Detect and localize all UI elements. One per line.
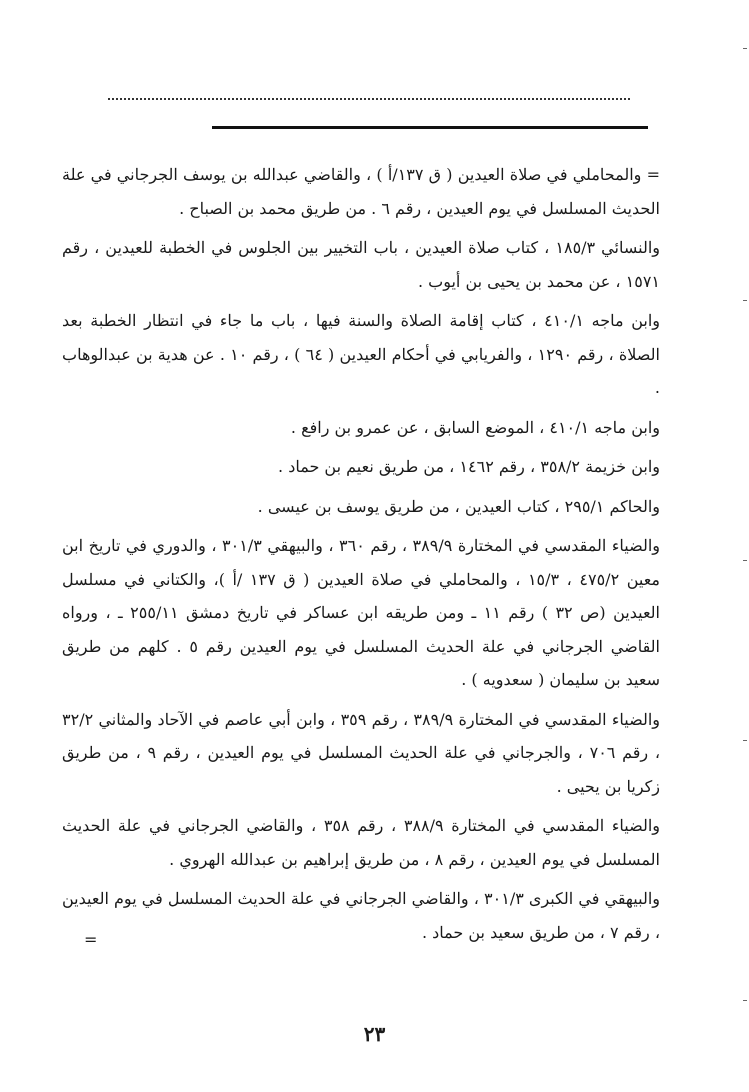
dotted-separator xyxy=(108,98,630,100)
footnote-paragraph: وابن ماجه ٤١٠/١ ، كتاب إقامة الصلاة والسنة فيها ، باب ما جاء في انتظار الخطبة بعد الصلاة ، رقم ١٢٩٠ ، والفريابي في أحكام العيدين ( ٦٤ ) ، رقم ١٠ . عن هدية بن عبدالوهاب . xyxy=(62,311,661,397)
footnote-paragraph: وابن ماجه ٤١٠/١ ، الموضع السابق ، عن عمرو بن رافع . xyxy=(290,417,660,437)
footnote-paragraph: والضياء المقدسي في المختارة ٣٨٩/٩ ، رقم ٣٦٠ ، والبيهقي ٣٠١/٣ ، والدوري في تاريخ ابن معين ٤٧٥/٢ ، ١٥/٣ ، والمحاملي في صلاة العيدين ( ق ١٣٧ /أ )، والكتاني في مسلسل العيدين (ص ٣٢ ) رقم ١١ ـ ومن طريقه ابن عساكر في تاريخ دمشق ٢٥٥/١١ ـ ، ورواه القاضي الجرجاني في علة الحديث المسلسل في يوم العيدين رقم ٥ . كلهم من طريق سعيد بن سليمان ( سعدويه ) . xyxy=(62,536,661,689)
footnote-paragraph: والحاكم ٢٩٥/١ ، كتاب العيدين ، من طريق يوسف بن عيسى . xyxy=(257,496,660,516)
continuation-mark: = xyxy=(84,930,98,949)
edge-tick xyxy=(743,48,747,49)
footnote-paragraph: والبيهقي في الكبرى ٣٠١/٣ ، والقاضي الجرجاني في علة الحديث المسلسل في يوم العيدين ، رقم ٧ ، من طريق سعيد بن حماد . xyxy=(62,889,660,942)
edge-tick xyxy=(743,1000,747,1001)
page-number: ٢٣ xyxy=(363,1022,386,1046)
footnote-paragraph: والضياء المقدسي في المختارة ٣٨٨/٩ ، رقم ٣٥٨ ، والقاضي الجرجاني في علة الحديث المسلسل في يوم العيدين ، رقم ٨ ، من طريق إبراهيم بن عبدالله الهروي . xyxy=(62,816,660,869)
footnote-paragraph: وابن خزيمة ٣٥٨/٢ ، رقم ١٤٦٢ ، من طريق نعيم بن حماد . xyxy=(278,457,660,476)
edge-tick xyxy=(743,740,747,741)
footnote-text xyxy=(62,158,660,955)
edge-tick xyxy=(743,300,747,301)
edge-tick xyxy=(743,560,747,561)
footnote-paragraph: والنسائي ١٨٥/٣ ، كتاب صلاة العيدين ، باب التخيير بين الجلوس في الخطبة للعيدين ، رقم ١٥٧١ ، عن محمد بن يحيى بن أيوب . xyxy=(62,238,660,291)
footnote-separator xyxy=(212,126,648,129)
footnote-paragraph: والضياء المقدسي في المختارة ٣٨٩/٩ ، رقم ٣٥٩ ، وابن أبي عاصم في الآحاد والمثاني ٣٢/٢ ، رقم ٧٠٦ ، والجرجاني في علة الحديث المسلسل في يوم العيدين ، رقم ٩ ، من طريق زكريا بن يحيى . xyxy=(62,709,661,796)
footnote-paragraph: = والمحاملي في صلاة العيدين ( ق ١٣٧/أ ) ، والقاضي عبدالله بن يوسف الجرجاني في علة الحديث المسلسل في يوم العيدين ، رقم ٦ . من طريق محمد بن الصباح . xyxy=(62,165,661,218)
